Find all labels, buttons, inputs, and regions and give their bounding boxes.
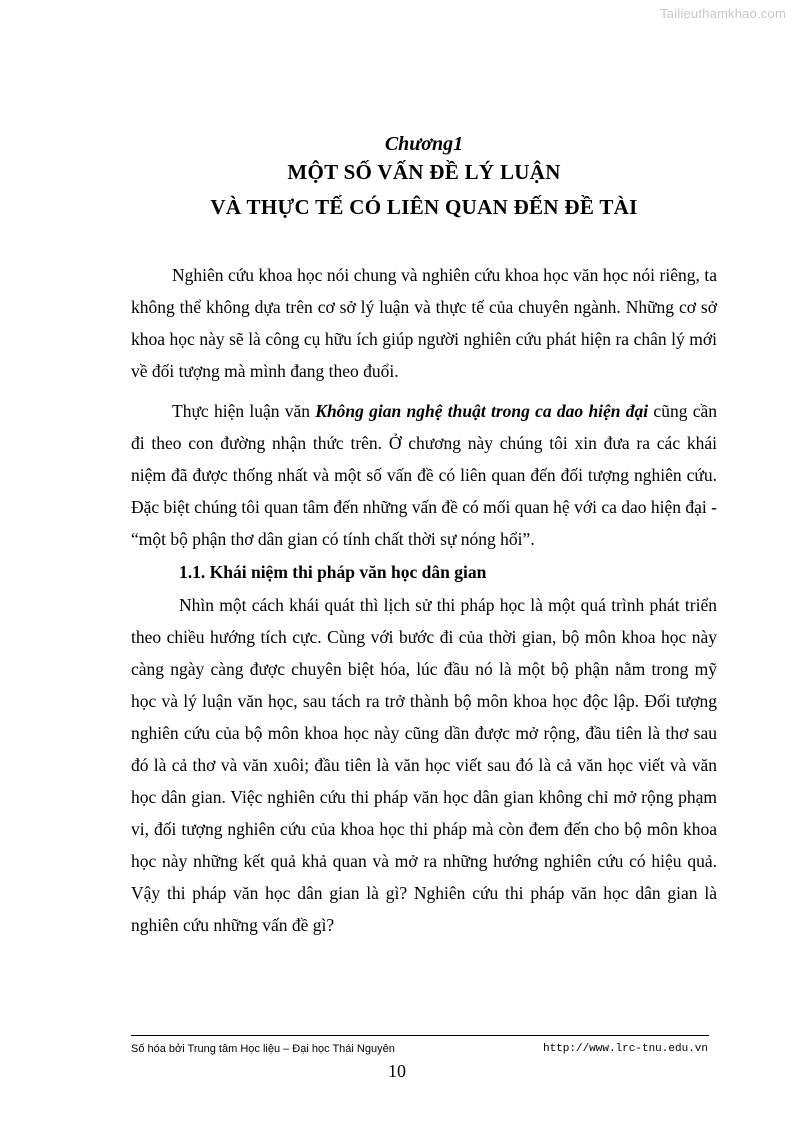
footer-divider bbox=[131, 1035, 709, 1036]
paragraph-thesis bbox=[131, 395, 717, 555]
page-number: 10 bbox=[388, 1061, 406, 1081]
chapter-title-line2: VÀ THỰC TẾ CÓ LIÊN QUAN ĐẾN ĐỀ TÀI bbox=[210, 195, 638, 219]
footer-source: Số hóa bởi Trung tâm Học liệu – Đại học Thái Nguyên bbox=[131, 1043, 395, 1055]
paragraph-section-body: Nhìn một cách khái quát thì lịch sử thi pháp học là một quá trình phát triển theo chiều hướng tích cực. Cùng với bước đi của thời gian, bộ môn khoa học này càng ngày càng được chuyên biệt hóa, lúc đầu nó là một bộ phận nằm trong mỹ học và lý luận văn học, sau tách ra trở thành bộ môn khoa học độc lập. Đối tượng nghiên cứu của bộ môn khoa học này cũng dần được mở rộng, đầu tiên là thơ sau đó là cả thơ và văn xuôi; đầu tiên là văn học viết sau đó là cả văn học viết và văn học dân gian. Việc nghiên cứu thi pháp văn học dân gian không chỉ mở rộng phạm vi, đối tượng nghiên cứu của khoa học thi pháp mà còn đem đến cho bộ môn khoa học này những kết quả khả quan và mở ra những hướng nghiên cứu có hiệu quả. Vậy thi pháp văn học dân gian là gì? Nghiên cứu thi pháp văn học dân gian là nghiên cứu những vấn đề gì? bbox=[131, 595, 717, 935]
footer-url[interactable]: http://www.lrc-tnu.edu.vn bbox=[542, 1043, 708, 1055]
paragraph-thesis-rest: cũng cần đi theo con đường nhận thức trên. Ở chương này chúng tôi xin đưa ra các khái niệm đã được thống nhất và một số vấn đề có liên quan đến đối tượng nghiên cứu. Đặc biệt chúng tôi quan tâm đến những vấn đề có mối quan hệ với ca dao hiện đại - “một bộ phận thơ dân gian có tính chất thời sự nóng hổi”. bbox=[131, 401, 717, 549]
section-heading: 1.1. Khái niệm thi pháp văn học dân gian bbox=[179, 562, 487, 582]
watermark: Tailieuthamkhao.com bbox=[660, 6, 786, 21]
chapter-label: Chương1 bbox=[384, 133, 464, 155]
paragraph-intro: Nghiên cứu khoa học nói chung và nghiên cứu khoa học văn học nói riêng, ta không thể không dựa trên cơ sở lý luận và thực tế của chuyên ngành. Những cơ sở khoa học này sẽ là công cụ hữu ích giúp người nghiên cứu phát hiện ra chân lý mới về đối tượng mà mình đang theo đuổi. bbox=[131, 265, 717, 381]
chapter-title-line1: MỘT SỐ VẤN ĐỀ LÝ LUẬN bbox=[287, 160, 561, 184]
paragraph-thesis-lead: Thực hiện luận văn bbox=[172, 401, 316, 421]
thesis-title-emphasis: Không gian nghệ thuật trong ca dao hiện đại bbox=[315, 401, 649, 421]
